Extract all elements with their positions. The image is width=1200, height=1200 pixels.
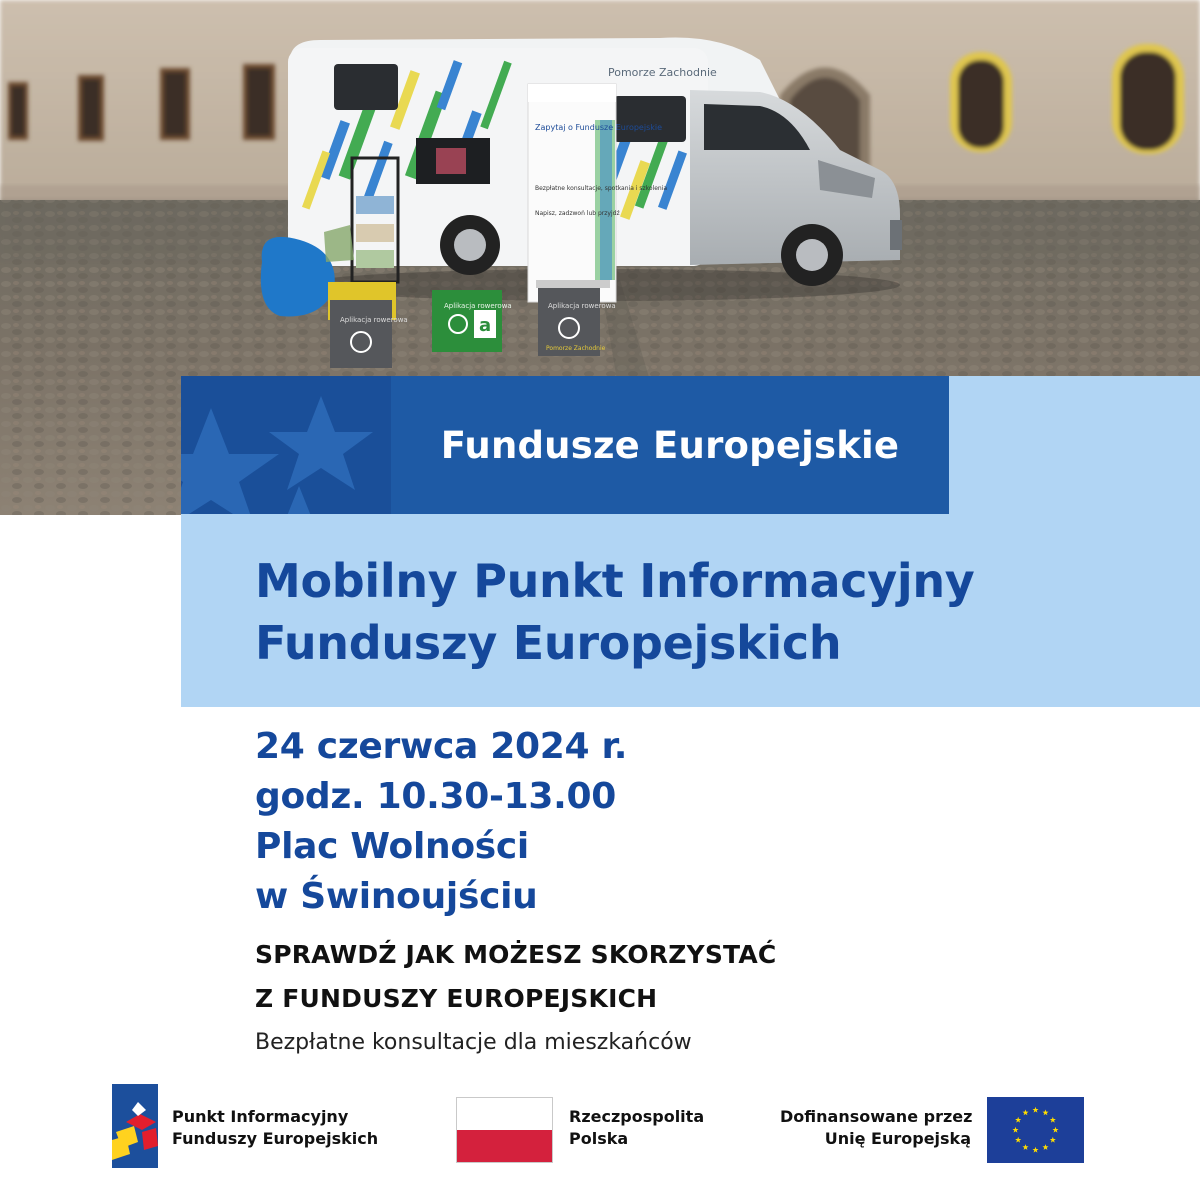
banner-light-corner bbox=[949, 376, 1200, 514]
star-motif-icon bbox=[181, 376, 391, 514]
cube-left-label: Aplikacja rowerowa bbox=[340, 316, 408, 324]
cta-line-2: Z FUNDUSZY EUROPEJSKICH bbox=[255, 984, 658, 1013]
cta-line-1: SPRAWDŹ JAK MOŻESZ SKORZYSTAĆ bbox=[255, 940, 777, 969]
consultation-note: Bezpłatne konsultacje dla mieszkańców bbox=[255, 1030, 692, 1055]
call-to-action bbox=[255, 933, 776, 1021]
title-line-1: Mobilny Punkt Informacyjny bbox=[255, 554, 975, 608]
rollup-heading: Zapytaj o Fundusze Europejskie bbox=[535, 123, 663, 132]
eu-flag-icon bbox=[987, 1097, 1084, 1163]
fe-line-1: Punkt Informacyjny bbox=[172, 1107, 349, 1126]
pl-logo-text bbox=[569, 1106, 704, 1150]
event-time: godz. 10.30-13.00 bbox=[255, 776, 617, 817]
stars-decoration bbox=[181, 376, 391, 514]
van-brand: Pomorze Zachodnie bbox=[608, 66, 717, 79]
cube-center-label: Aplikacja rowerowa bbox=[444, 302, 512, 310]
eu-line-1: Dofinansowane przez bbox=[780, 1107, 973, 1126]
rollup-body: Bezpłatne konsultacje, spotkania i szkolenia bbox=[535, 185, 668, 192]
poland-flag-icon bbox=[456, 1097, 553, 1163]
pl-line-2: Polska bbox=[569, 1129, 629, 1148]
fe-logo-text bbox=[172, 1106, 378, 1150]
title-line-2: Funduszy Europejskich bbox=[255, 616, 842, 670]
flag-red-stripe bbox=[457, 1130, 552, 1162]
banner-light bbox=[181, 514, 1200, 707]
cube-letter: a bbox=[479, 315, 492, 336]
cube-right-brand: Pomorze Zachodnie bbox=[546, 345, 606, 352]
eu-logo-text bbox=[780, 1106, 971, 1150]
event-details bbox=[255, 722, 627, 922]
event-date: 24 czerwca 2024 r. bbox=[255, 726, 628, 767]
event-city: w Świnoujściu bbox=[255, 876, 538, 917]
pl-line-1: Rzeczpospolita bbox=[569, 1107, 705, 1126]
eu-line-2: Unię Europejską bbox=[824, 1129, 971, 1148]
rollup-footer: Napisz, zadzwoń lub przyjdź bbox=[535, 210, 620, 217]
banner-dark bbox=[181, 376, 949, 514]
fe-line-2: Funduszy Europejskich bbox=[172, 1129, 379, 1148]
fe-logo-icon bbox=[112, 1084, 158, 1168]
program-label: Fundusze Europejskie bbox=[440, 423, 900, 467]
event-place: Plac Wolności bbox=[255, 826, 529, 867]
page-title bbox=[255, 550, 975, 674]
flag-white-stripe bbox=[457, 1098, 552, 1130]
cube-right-label: Aplikacja rowerowa bbox=[548, 302, 616, 310]
